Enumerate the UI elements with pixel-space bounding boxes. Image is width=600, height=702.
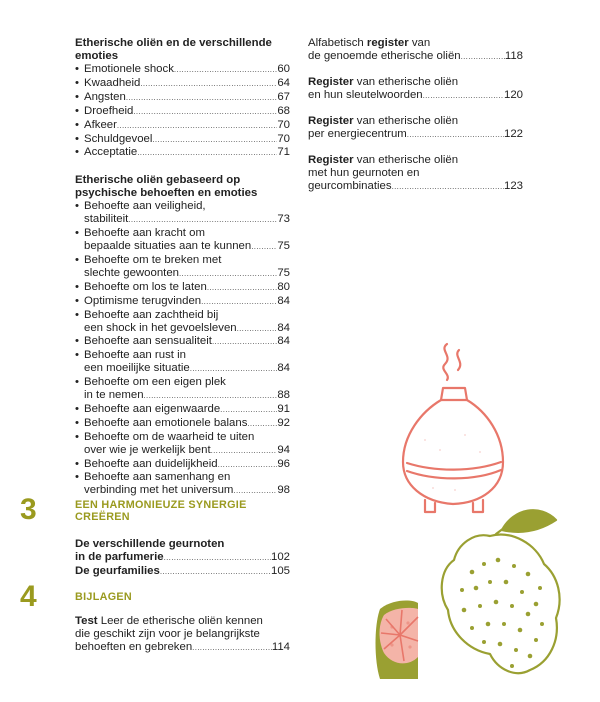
toc-entry-text: de genoemde etherische oliën	[308, 50, 461, 62]
toc-entry-line1: • Behoefte aan zachtheid bij	[84, 308, 219, 321]
toc-entry-test-line1[interactable]	[75, 615, 290, 628]
toc-entry-text: behoeften en gebreken	[75, 640, 193, 653]
toc-entry-11[interactable]	[75, 431, 290, 458]
toc-entry-text: • Emotionele shock	[84, 63, 174, 75]
section-title-emoties: Etherische oliën en de verschillende emoties	[75, 37, 272, 62]
toc-entry-row	[84, 322, 290, 336]
toc-entry-text: over wie je werkelijk bent	[84, 443, 211, 456]
register-entry-0[interactable]	[308, 37, 523, 63]
page-number: 67	[277, 90, 290, 103]
page-number: 84	[277, 362, 290, 375]
page-number: 123	[503, 180, 523, 192]
register-line2: met hun geurnoten en	[308, 167, 420, 179]
dot-leader	[220, 404, 277, 417]
page-number: 71	[277, 146, 290, 159]
grapefruit-slice-illustration	[372, 595, 422, 680]
page-number: 84	[277, 294, 290, 307]
toc-entry-5[interactable]	[75, 309, 290, 336]
toc-left-column	[75, 37, 290, 498]
dot-leader	[128, 214, 277, 227]
toc-entry-text: een shock in het gevoelsleven	[84, 321, 237, 334]
chapter-number: 4	[20, 580, 37, 613]
page-number: 91	[277, 402, 290, 415]
toc-entry-text: • Schuldgevoel	[84, 132, 153, 145]
page-number: 105	[270, 564, 290, 577]
register-post: van	[408, 37, 431, 49]
toc-entry-6[interactable]	[75, 335, 290, 349]
toc-entry-9[interactable]	[75, 403, 290, 417]
toc-entry-row	[84, 91, 290, 105]
chapter-4	[20, 580, 300, 663]
toc-entry-row	[84, 133, 290, 147]
page-number: 84	[277, 335, 290, 348]
register-keyword: Register	[308, 115, 354, 127]
section-title-behoeften: Etherische oliën gebaseerd op psychische behoeften en emoties	[75, 174, 258, 200]
bergamot-illustration	[432, 502, 572, 692]
toc-entry-row	[84, 417, 290, 431]
toc-entry-text: en hun sleutelwoorden	[308, 89, 423, 101]
dot-leader	[192, 642, 272, 655]
page-number: 68	[277, 104, 290, 117]
toc-entry-text: verbinding met het universum	[84, 484, 234, 497]
chapter-3-entries	[75, 538, 290, 579]
dot-leader	[207, 282, 277, 295]
page-number: 75	[277, 266, 290, 279]
dot-leader	[126, 92, 278, 105]
register-post: van etherische oliën	[353, 115, 459, 127]
toc-entry-10[interactable]	[75, 417, 290, 431]
page-number: 80	[277, 280, 290, 293]
chapter-title: BIJLAGEN	[75, 591, 132, 603]
page-number: 88	[277, 389, 290, 402]
page-number: 92	[277, 416, 290, 429]
page-number: 64	[277, 76, 290, 89]
toc-entry-geurfamilies[interactable]	[75, 565, 290, 579]
toc-entry-0[interactable]	[75, 200, 290, 227]
toc-entry-line1: • Behoefte aan rust in	[84, 349, 186, 362]
test-text: Leer de etherische oliën kennen	[97, 615, 263, 627]
register-keyword: Register	[308, 154, 354, 166]
toc-entry-text: • Droefheid	[84, 104, 134, 117]
page-number: 70	[277, 118, 290, 131]
dot-leader	[407, 128, 504, 141]
toc-entry-row	[84, 295, 290, 309]
page-number: 70	[277, 132, 290, 145]
toc-entry-3[interactable]	[75, 105, 290, 119]
chapter-3	[20, 493, 300, 586]
dot-leader	[160, 566, 271, 579]
toc-entry-text: • Optimisme terugvinden	[84, 294, 202, 307]
toc-entry-row	[84, 119, 290, 133]
toc-entry-text: in te nemen	[84, 389, 144, 402]
register-line1	[308, 37, 523, 50]
dot-leader	[247, 418, 277, 431]
toc-entry-1[interactable]	[75, 227, 290, 254]
page-number: 120	[503, 89, 523, 101]
register-keyword: register	[366, 37, 409, 49]
toc-entry-text: een moeilijke situatie	[84, 362, 190, 375]
dot-leader	[392, 180, 504, 193]
toc-entry-text: • Behoefte aan sensualiteit	[84, 335, 212, 348]
toc-entry-1[interactable]	[75, 77, 290, 91]
dot-leader	[152, 134, 277, 147]
toc-entry-text: De geurfamilies	[75, 564, 160, 577]
page-number: 122	[503, 128, 523, 140]
toc-entry-row	[308, 180, 523, 193]
toc-entry-text: • Behoefte aan duidelijkheid	[84, 457, 218, 470]
toc-entry-text: • Behoefte aan emotionele balans	[84, 416, 248, 429]
toc-entry-2[interactable]	[75, 254, 290, 281]
toc-entry-7[interactable]	[75, 349, 290, 376]
dot-leader	[174, 64, 277, 77]
toc-entry-row	[84, 267, 290, 281]
toc-entry-text: • Afkeer	[84, 118, 117, 131]
toc-entry-line1: • Behoefte om de waarheid te uiten	[84, 430, 255, 443]
emoties-list	[75, 63, 290, 160]
page-number: 102	[270, 550, 290, 563]
register-entry-2[interactable]	[308, 115, 523, 141]
page-number: 94	[277, 443, 290, 456]
toc-entry-text: • Behoefte om los te laten	[84, 280, 207, 293]
dot-leader	[190, 363, 278, 376]
toc-entry-text: • Kwaadheid	[84, 76, 141, 89]
toc-entry-text: geurcombinaties	[308, 180, 392, 192]
vapor-line-icon	[443, 344, 448, 380]
toc-entry-8[interactable]	[75, 376, 290, 403]
page-number: 84	[277, 321, 290, 334]
dot-leader	[117, 120, 277, 133]
toc-entry-12[interactable]	[75, 458, 290, 472]
toc-right-column	[308, 37, 523, 206]
page-number: 96	[277, 457, 290, 470]
toc-entry-row	[84, 362, 290, 376]
toc-entry-row	[84, 281, 290, 295]
dot-leader	[461, 50, 505, 63]
chapter-number: 3	[20, 493, 37, 526]
toc-entry-row	[84, 335, 290, 349]
toc-entry-6[interactable]	[75, 146, 290, 160]
dot-leader	[251, 241, 277, 254]
toc-entry-row	[84, 213, 290, 227]
toc-entry-text: • Angsten	[84, 90, 126, 103]
toc-entry-text: bepaalde situaties aan te kunnen	[84, 240, 252, 253]
toc-entry-row	[84, 105, 290, 119]
toc-entry-5[interactable]	[75, 133, 290, 147]
leaf-icon	[502, 510, 556, 532]
dot-leader	[201, 296, 277, 309]
dot-leader	[179, 268, 277, 281]
register-keyword: Register	[308, 76, 354, 88]
dot-leader	[164, 552, 271, 565]
toc-entry-line1: • Behoefte om een eigen plek	[84, 376, 226, 389]
diffuser-illustration	[395, 340, 545, 515]
page-number: 114	[271, 640, 290, 653]
dot-leader	[237, 323, 278, 336]
toc-entry-test-line2: die geschikt zijn voor je belangrijkste	[75, 627, 260, 640]
toc-entry-text: per energiecentrum	[308, 128, 407, 140]
dot-leader	[133, 106, 277, 119]
toc-entry-line1: • Behoefte aan samenhang en	[84, 471, 231, 484]
toc-entry-row	[308, 89, 523, 102]
toc-entry-text: stabiliteit	[84, 213, 129, 226]
dot-leader	[137, 147, 277, 160]
page-number: 60	[277, 63, 290, 75]
toc-entry-line1: • Behoefte om te breken met	[84, 253, 222, 266]
toc-entry-2[interactable]	[75, 91, 290, 105]
toc-entry-line1: • Behoefte aan kracht om	[84, 227, 205, 240]
toc-entry-row	[84, 458, 290, 472]
dot-leader	[144, 390, 278, 403]
toc-entry-row	[84, 403, 290, 417]
toc-entry-row	[84, 146, 290, 160]
vapor-line-icon	[457, 350, 460, 370]
toc-entry-text: • Acceptatie	[84, 146, 138, 159]
chapter-title: EEN HARMONIEUZE SYNERGIE CREËREN	[75, 499, 247, 523]
toc-entry-row	[84, 389, 290, 403]
toc-entry-4[interactable]	[75, 295, 290, 309]
page-number: 73	[277, 213, 290, 226]
toc-entry-row	[308, 128, 523, 141]
page-number: 98	[277, 484, 290, 497]
toc-entry-13[interactable]	[75, 471, 290, 498]
toc-entry-row	[84, 240, 290, 254]
dot-leader	[423, 89, 504, 102]
register-line1	[308, 154, 523, 167]
dot-leader	[218, 459, 278, 472]
page-number: 118	[504, 50, 523, 62]
register-entry-1[interactable]	[308, 76, 523, 102]
toc-entry-row	[308, 50, 523, 63]
dot-leader	[140, 78, 277, 91]
toc-entry-0[interactable]	[75, 63, 290, 77]
toc-entry-text: in de parfumerie	[75, 550, 164, 563]
toc-entry-row	[84, 77, 290, 91]
dot-leader	[211, 445, 278, 458]
toc-entry-3[interactable]	[75, 281, 290, 295]
register-pre: Alfabetisch	[308, 37, 367, 49]
toc-entry-4[interactable]	[75, 119, 290, 133]
test-label: Test	[75, 615, 98, 627]
chapter-4-entries	[75, 615, 290, 655]
register-post: van etherische oliën	[353, 154, 459, 166]
page-number: 75	[277, 240, 290, 253]
toc-entry-text: slechte gewoonten	[84, 266, 179, 279]
register-entry-3[interactable]	[308, 154, 523, 193]
dot-leader	[212, 336, 277, 349]
behoeften-list	[75, 200, 290, 498]
toc-entry-geurnoten[interactable]	[75, 551, 290, 565]
toc-entry-test[interactable]	[75, 641, 290, 655]
register-line1	[308, 115, 523, 128]
toc-entry-line1: • Behoefte aan veiligheid,	[84, 200, 206, 213]
toc-entry-text: • Behoefte aan eigenwaarde	[84, 402, 221, 415]
register-post: van etherische oliën	[353, 76, 459, 88]
register-line1	[308, 76, 523, 89]
toc-entry-row	[84, 444, 290, 458]
toc-entry-row	[84, 63, 290, 77]
toc-entry-geurnoten-line1[interactable]: De verschillende geurnoten	[75, 538, 225, 550]
